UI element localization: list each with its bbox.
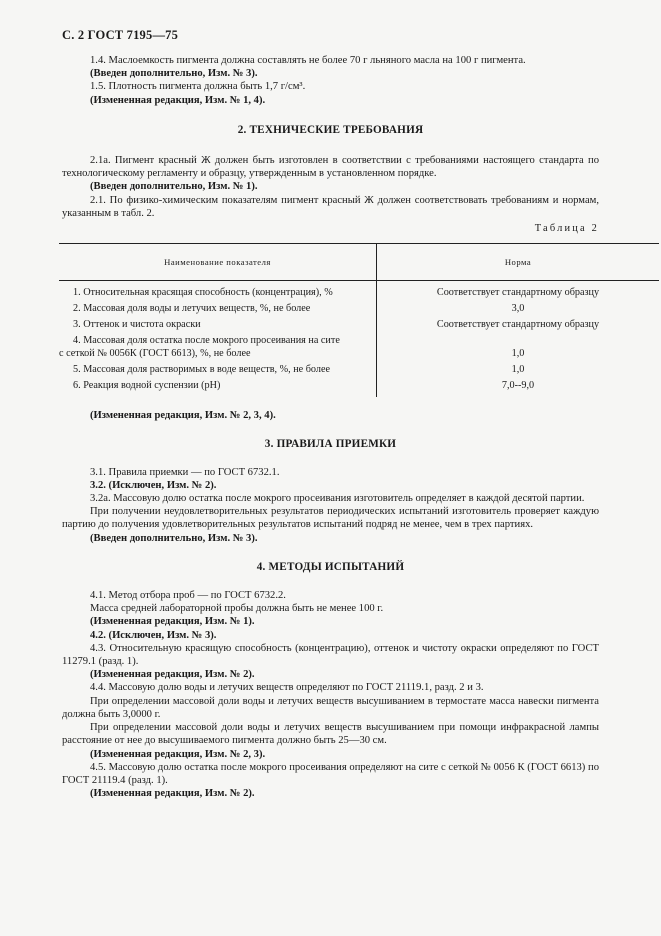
table-caption: Таблица 2 [534,223,599,235]
table-row-name-line2: с сеткой № 0056К (ГОСТ 6613), %, не более [59,348,251,360]
table-row-name: 2. Массовая доля воды и летучих веществ, %, не более [59,301,377,317]
table-row-name: 1. Относительная красящая способность (концентрация), % [59,281,377,301]
amendment-note: (Введен дополнительно, Изм. № 3). [90,532,258,544]
amendment-note: (Измененная редакция, Изм. № 2, 3). [90,748,266,760]
page-header: С. 2 ГОСТ 7195—75 [62,28,179,42]
table-row-value: 1,0 [511,364,525,376]
clause-3-1: 3.1. Правила приемки — по ГОСТ 6732.1. [90,466,280,478]
table-row-name: 5. Массовая доля растворимых в воде веществ, %, не более [59,362,377,378]
table-row-value: 3,0 [511,303,525,315]
clause-3-2a-cont: При получении неудовлетворительных результатов периодических испытаний изготовитель проверяет каждую партию до получения удовлетворительных результатов испытаний подряд не менее, чем в трех партиях. [62,506,599,531]
table-row-name: 6. Реакция водной суспензии (pH) [59,378,377,398]
section-2-heading: 2. ТЕХНИЧЕСКИЕ ТРЕБОВАНИЯ [237,123,424,136]
table-row-name [59,333,377,362]
section-4-heading: 4. МЕТОДЫ ИСПЫТАНИЙ [256,560,405,573]
amendment-note: (Измененная редакция, Изм. № 2, 3, 4). [90,410,276,422]
clause-4-2: 4.2. (Исключен, Изм. № 3). [90,629,217,641]
requirements-table [59,243,659,397]
table-row-value: Соответствует стандартному образцу [436,319,600,331]
clause-4-3: 4.3. Относительную красящую способность (концентрацию), оттенок и чистоту окраски определяют по ГОСТ 11279.1 (разд. 1). [62,642,599,668]
amendment-note: (Измененная редакция, Изм. № 1, 4). [90,94,266,106]
amendment-note: (Введен дополнительно, Изм. № 3). [90,68,258,80]
table-row-value: Соответствует стандартному образцу [436,287,600,299]
table-row-value: 7,0--9,0 [501,380,535,392]
amendment-note: (Введен дополнительно, Изм. № 1). [90,181,258,193]
amendment-note: (Измененная редакция, Изм. № 2). [90,788,255,800]
table-header-indicator: Наименование показателя [59,244,377,281]
clause-3-2: 3.2. (Исключен, Изм. № 2). [90,479,217,491]
clause-4-1-cont: Масса средней лабораторной пробы должна быть не менее 100 г. [90,603,384,615]
section-3-heading: 3. ПРАВИЛА ПРИЕМКИ [264,438,397,451]
table-row-name-line1: 4. Массовая доля остатка после мокрого просеивания на сите [73,335,340,347]
table-header-norm: Норма [377,244,660,281]
clause-4-5: 4.5. Массовую долю остатка после мокрого просеивания определяют на сите с сеткой № 0056 К (ГОСТ 6613) по ГОСТ 21119.4 (разд. 1). [62,761,599,786]
table-row-name: 3. Оттенок и чистота окраски [59,317,377,333]
amendment-note: (Измененная редакция, Изм. № 1). [90,616,255,628]
clause-4-1: 4.1. Метод отбора проб — по ГОСТ 6732.2. [90,590,286,602]
table-row-value: 1,0 [511,348,525,360]
clause-1-5: 1.5. Плотность пигмента должна быть 1,7 г/см³. [90,81,306,93]
clause-1-4: 1.4. Маслоемкость пигмента должна составлять не более 70 г льняного масла на 100 г пигмента. [90,55,526,66]
document-body [59,54,600,800]
clause-4-4-cont2: При определении массовой доли воды и летучих веществ высушиванием при помощи инфракрасной лампы расстояние от нее до высушиваемого пигмента должно быть 25—30 см. [62,722,599,747]
clause-4-4: 4.4. Массовую долю воды и летучих веществ определяют по ГОСТ 21119.1, разд. 2 и 3. [90,682,484,694]
amendment-note: (Измененная редакция, Изм. № 2). [90,669,255,681]
clause-2-1: 2.1. По физико-химическим показателям пигмент красный Ж должен соответствовать требованиям и нормам, указанным в табл. 2. [62,194,599,219]
clause-3-2a: 3.2а. Массовую долю остатка после мокрого просеивания изготовитель определяет в каждой десятой партии. [90,493,585,505]
clause-4-4-cont1: При определении массовой доли воды и летучих веществ высушиванием в термостате масса навески пигмента должна быть 3,0000 г. [62,695,599,720]
clause-2-1a: 2.1а. Пигмент красный Ж должен быть изготовлен в соответствии с требованиями настоящего стандарта по технологическому регламенту и образцу, утвержденным в установленном порядке. [62,155,599,180]
